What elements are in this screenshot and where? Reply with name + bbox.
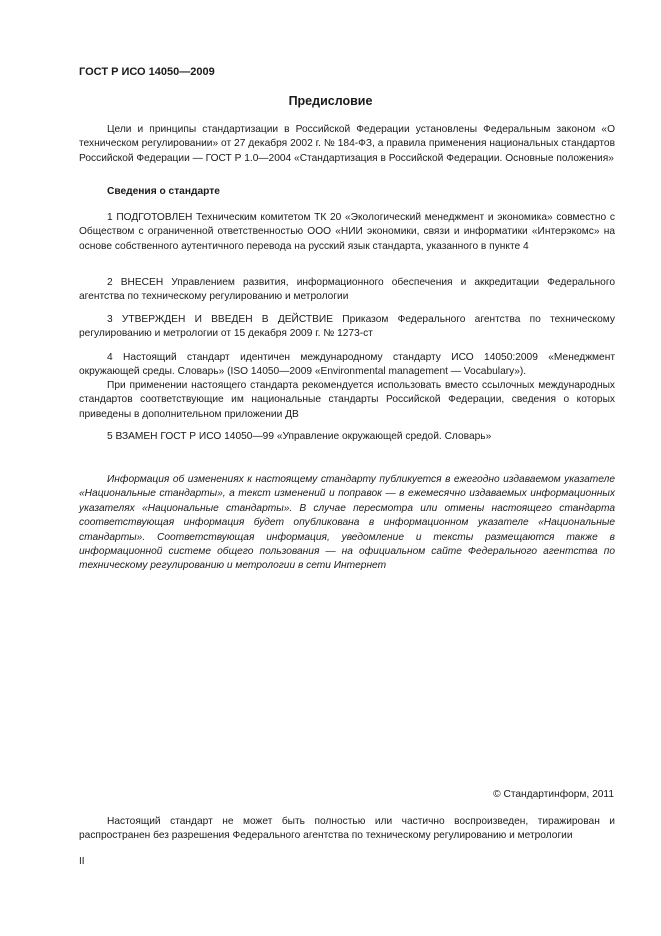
item-1: 1 ПОДГОТОВЛЕН Техническим комитетом ТК 20 «Экологический менеджмент и экономика» совместно с Обществом с ограниченной ответственностью ООО «НИИ экономики, связи и информатики «Интерэкомс» на основе собственного аутентичного перевода на русский язык стандарта, указанного в пункте 4 [79,212,615,252]
copyright-notice: © Стандартинформ, 2011 [493,789,614,800]
item-4-note: При применении настоящего стандарта рекомендуется использовать вместо ссылочных международных стандартов соответствующие им национальные стандарты Российской Федерации, сведения о которых приведены в дополнительном приложении ДВ [79,380,615,420]
document-code: ГОСТ Р ИСО 14050—2009 [79,66,215,78]
section-heading: Сведения о стандарте [107,186,220,197]
item-2: 2 ВНЕСЕН Управлением развития, информационного обеспечения и аккредитации Федерального агентства по техническому регулированию и метрологии [79,277,615,303]
item-4: 4 Настоящий стандарт идентичен международному стандарту ИСО 14050:2009 «Менеджмент окружающей среды. Словарь» (ISO 14050—2009 «Environmental management — Vocabulary»). [79,352,615,378]
page-number: II [79,856,85,867]
notice-paragraph: Информация об изменениях к настоящему стандарту публикуется в ежегодно издаваемом указателе «Национальные стандарты», а текст изменений и поправок — в ежемесячно издаваемых информационных указателях «Национальные стандарты». В случае пересмотра или отмены настоящего стандарта соответствующая информация будет опубликована в информационном указателе «Национальные стандарты». Соответствующая информация, уведомление и тексты размещаются также в информационной системе общего пользования — на официальном сайте Федерального агентства по техническому регулированию и метрологии в сети Интернет [79,474,615,572]
item-5: 5 ВЗАМЕН ГОСТ Р ИСО 14050—99 «Управление окружающей средой. Словарь» [107,431,492,442]
page-title: Предисловие [288,94,373,108]
legal-notice: Настоящий стандарт не может быть полностью или частично воспроизведен, тиражирован и распространен без разрешения Федерального агентства по техническому регулированию и метрологии [79,816,615,842]
item-3: 3 УТВЕРЖДЕН И ВВЕДЕН В ДЕЙСТВИЕ Приказом Федерального агентства по техническому регулированию и метрологии от 15 декабря 2009 г. № 1273-ст [79,314,615,340]
intro-paragraph: Цели и принципы стандартизации в Российской Федерации установлены Федеральным законом «О техническом регулировании» от 27 декабря 2002 г. № 184-ФЗ, а правила применения национальных стандартов Российской Федерации — ГОСТ Р 1.0—2004 «Стандартизация в Российской Федерации. Основные положения» [79,124,615,164]
